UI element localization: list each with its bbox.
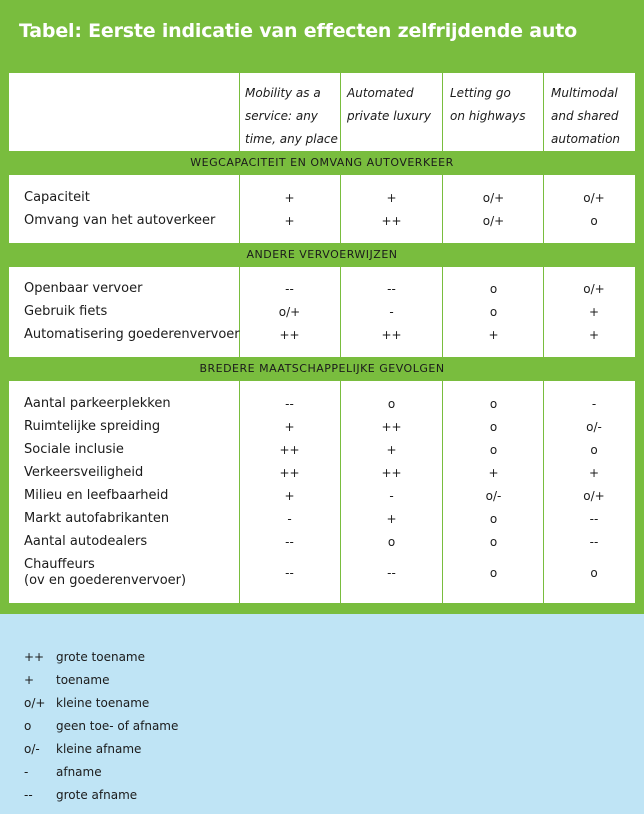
- column-divider: [340, 175, 341, 243]
- table-cell: o: [489, 282, 498, 296]
- column-header: Automated private luxury: [347, 86, 431, 123]
- legend-item: [0, 719, 644, 735]
- table-cell: o: [489, 397, 498, 411]
- table-cell: -: [591, 397, 597, 411]
- table-cell: o: [489, 512, 498, 526]
- table-cell: --: [387, 566, 396, 580]
- row-label: Gebruik fiets: [24, 304, 108, 319]
- table-cell: o: [590, 566, 598, 580]
- legend-symbol: --: [24, 788, 33, 802]
- column-divider: [239, 175, 240, 243]
- table-cell: o/+: [278, 305, 301, 319]
- legend-item: [0, 673, 644, 689]
- table-cell: ++: [279, 443, 300, 457]
- column-divider: [543, 175, 544, 243]
- table-cell: --: [285, 397, 294, 411]
- legend-symbol: +: [24, 673, 35, 687]
- column-header: Mobility as a service: any time, any place: [245, 86, 338, 146]
- table-cell: o: [590, 214, 598, 228]
- table-cell: +: [284, 420, 295, 434]
- column-divider: [442, 175, 443, 243]
- column-divider: [239, 73, 240, 151]
- legend-item: [0, 650, 644, 666]
- table-cell: --: [285, 535, 294, 549]
- table-cell: ++: [381, 420, 402, 434]
- table-cell: ++: [381, 328, 402, 342]
- table-cell: o: [489, 420, 498, 434]
- legend-text: grote afname: [56, 788, 138, 802]
- table-cell: --: [285, 566, 294, 580]
- section-1-panel: [9, 175, 635, 243]
- column-divider: [340, 73, 341, 151]
- table-cell: o: [489, 305, 498, 319]
- page-title: Tabel: Eerste indicatie van effecten zelfrijdende auto: [19, 20, 577, 42]
- column-header: Multimodal and shared automation: [551, 86, 621, 146]
- table-cell: o/-: [485, 489, 502, 503]
- row-label: Automatisering goederenvervoer: [24, 327, 240, 342]
- legend-item: [0, 742, 644, 758]
- row-label: Capaciteit: [24, 190, 90, 205]
- table-cell: --: [589, 512, 599, 526]
- table-cell: o/+: [583, 191, 605, 205]
- table-cell: +: [386, 443, 397, 457]
- table-cell: o: [387, 535, 396, 549]
- legend-symbol: o: [24, 719, 32, 733]
- row-label: Openbaar vervoer: [24, 281, 143, 296]
- table-cell: o/+: [482, 214, 505, 228]
- legend-text: toename: [56, 673, 110, 687]
- legend-item: [0, 788, 644, 804]
- row-label: Aantal parkeerplekken: [24, 396, 171, 411]
- column-divider: [543, 73, 544, 151]
- table-cell: +: [488, 328, 499, 342]
- table-cell: -: [287, 512, 292, 526]
- row-label: Chauffeurs (ov en goederenvervoer): [24, 557, 187, 588]
- table-cell: o/-: [586, 420, 602, 434]
- table-cell: o/+: [482, 191, 505, 205]
- section-heading: BREDERE MAATSCHAPPELIJKE GEVOLGEN: [9, 357, 635, 381]
- row-label: Ruimtelijke spreiding: [24, 419, 161, 434]
- legend-item: [0, 696, 644, 712]
- table-cell: --: [387, 282, 396, 296]
- table-cell: o/+: [583, 282, 605, 296]
- row-label: Omvang van het autoverkeer: [24, 213, 216, 228]
- table-cell: ++: [381, 214, 402, 228]
- table-cell: o: [590, 443, 598, 457]
- legend-text: geen toe- of afname: [56, 719, 179, 733]
- section-heading: WEGCAPACITEIT EN OMVANG AUTOVERKEER: [9, 151, 635, 175]
- row-label: Verkeersveiligheid: [24, 465, 144, 480]
- table-cell: -: [389, 305, 394, 319]
- table-cell: +: [284, 214, 295, 228]
- table-cell: +: [284, 191, 295, 205]
- table-cell: ++: [279, 328, 300, 342]
- row-label: Aantal autodealers: [24, 534, 148, 549]
- table-cell: +: [284, 489, 295, 503]
- table-cell: +: [588, 466, 600, 480]
- section-heading: ANDERE VERVOERWIJZEN: [9, 243, 635, 267]
- table-cell: +: [386, 191, 397, 205]
- table-cell: +: [588, 305, 600, 319]
- table-cell: --: [285, 282, 294, 296]
- legend-symbol: -: [24, 765, 29, 779]
- legend-symbol: o/+: [24, 696, 46, 710]
- table-cell: ++: [381, 466, 402, 480]
- table-cell: +: [588, 328, 600, 342]
- legend-text: grote toename: [56, 650, 145, 664]
- row-label: Milieu en leefbaarheid: [24, 488, 169, 503]
- table-cell: o/+: [583, 489, 605, 503]
- table-cell: o: [489, 535, 498, 549]
- legend-panel: [0, 614, 644, 814]
- legend-symbol: ++: [24, 650, 45, 664]
- column-header: Letting go on highways: [450, 86, 526, 123]
- legend-item: [0, 765, 644, 781]
- legend-text: kleine afname: [56, 742, 142, 756]
- legend-symbol: o/-: [24, 742, 40, 756]
- legend-text: kleine toename: [56, 696, 150, 710]
- table-cell: o: [387, 397, 396, 411]
- table-cell: ++: [279, 466, 300, 480]
- row-label: Sociale inclusie: [24, 442, 124, 457]
- table-cell: +: [488, 466, 499, 480]
- table-cell: -: [389, 489, 394, 503]
- legend-text: afname: [56, 765, 102, 779]
- table-cell: o: [489, 566, 498, 580]
- row-label: Markt autofabrikanten: [24, 511, 170, 526]
- table-cell: o: [489, 443, 498, 457]
- table-cell: +: [386, 512, 397, 526]
- table-cell: --: [589, 535, 599, 549]
- column-divider: [442, 73, 443, 151]
